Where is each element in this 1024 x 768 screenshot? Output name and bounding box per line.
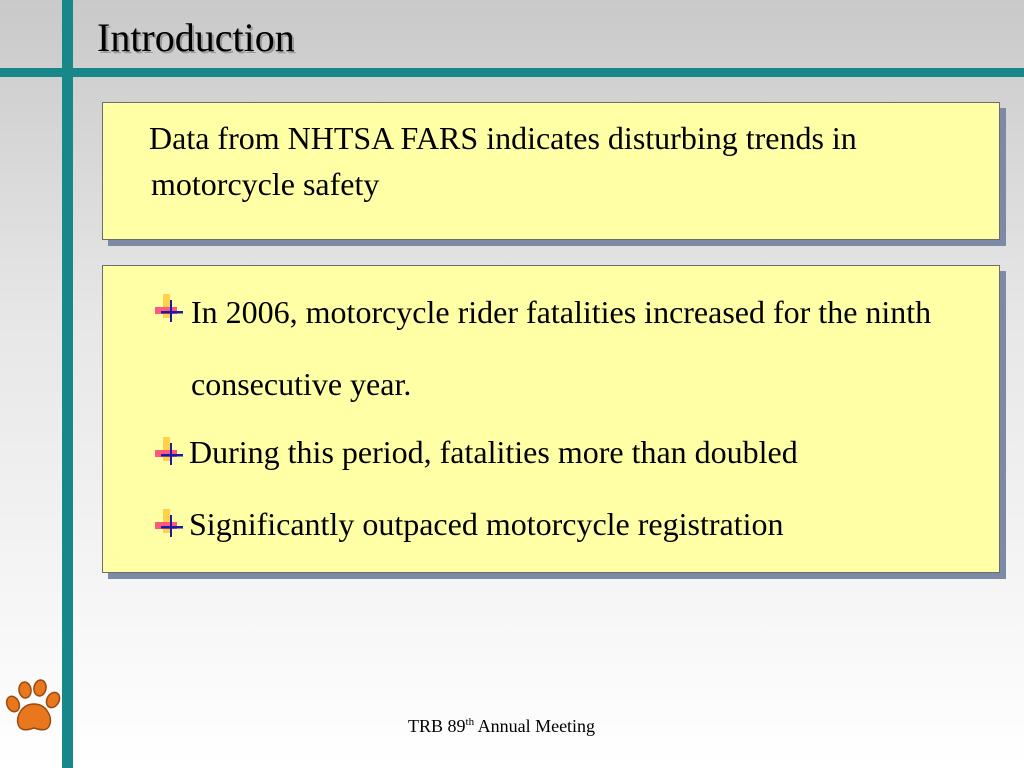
bullet-item-2: [155, 434, 798, 470]
slide-title: Introduction: [97, 15, 295, 60]
paw-print-icon: [4, 676, 64, 736]
cross-bullet-icon: [155, 294, 185, 324]
bullet-item-1: [155, 294, 975, 420]
cross-bullet-icon: [155, 509, 185, 539]
vertical-divider-line: [62, 0, 73, 768]
bullet-item-3: [155, 506, 783, 542]
bullets-box: [102, 265, 1000, 573]
intro-text-box: [102, 102, 1000, 240]
intro-text: Data from NHTSA FARS indicates disturbing trends in motorcycle safety: [149, 120, 857, 202]
footer-suffix: Annual Meeting: [474, 716, 596, 736]
cross-bullet-icon: [155, 437, 185, 467]
footer-text: [408, 716, 595, 737]
footer-prefix: TRB 89: [408, 716, 466, 736]
footer-superscript: th: [465, 716, 475, 728]
bullet-text-2: During this period, fatalities more than doubled: [189, 434, 798, 470]
horizontal-divider-line: [0, 68, 1024, 77]
bullet-text-3: Significantly outpaced motorcycle registration: [189, 506, 784, 542]
bullet-text-1: In 2006, motorcycle rider fatalities increased for the ninth consecutive year.: [191, 294, 932, 402]
